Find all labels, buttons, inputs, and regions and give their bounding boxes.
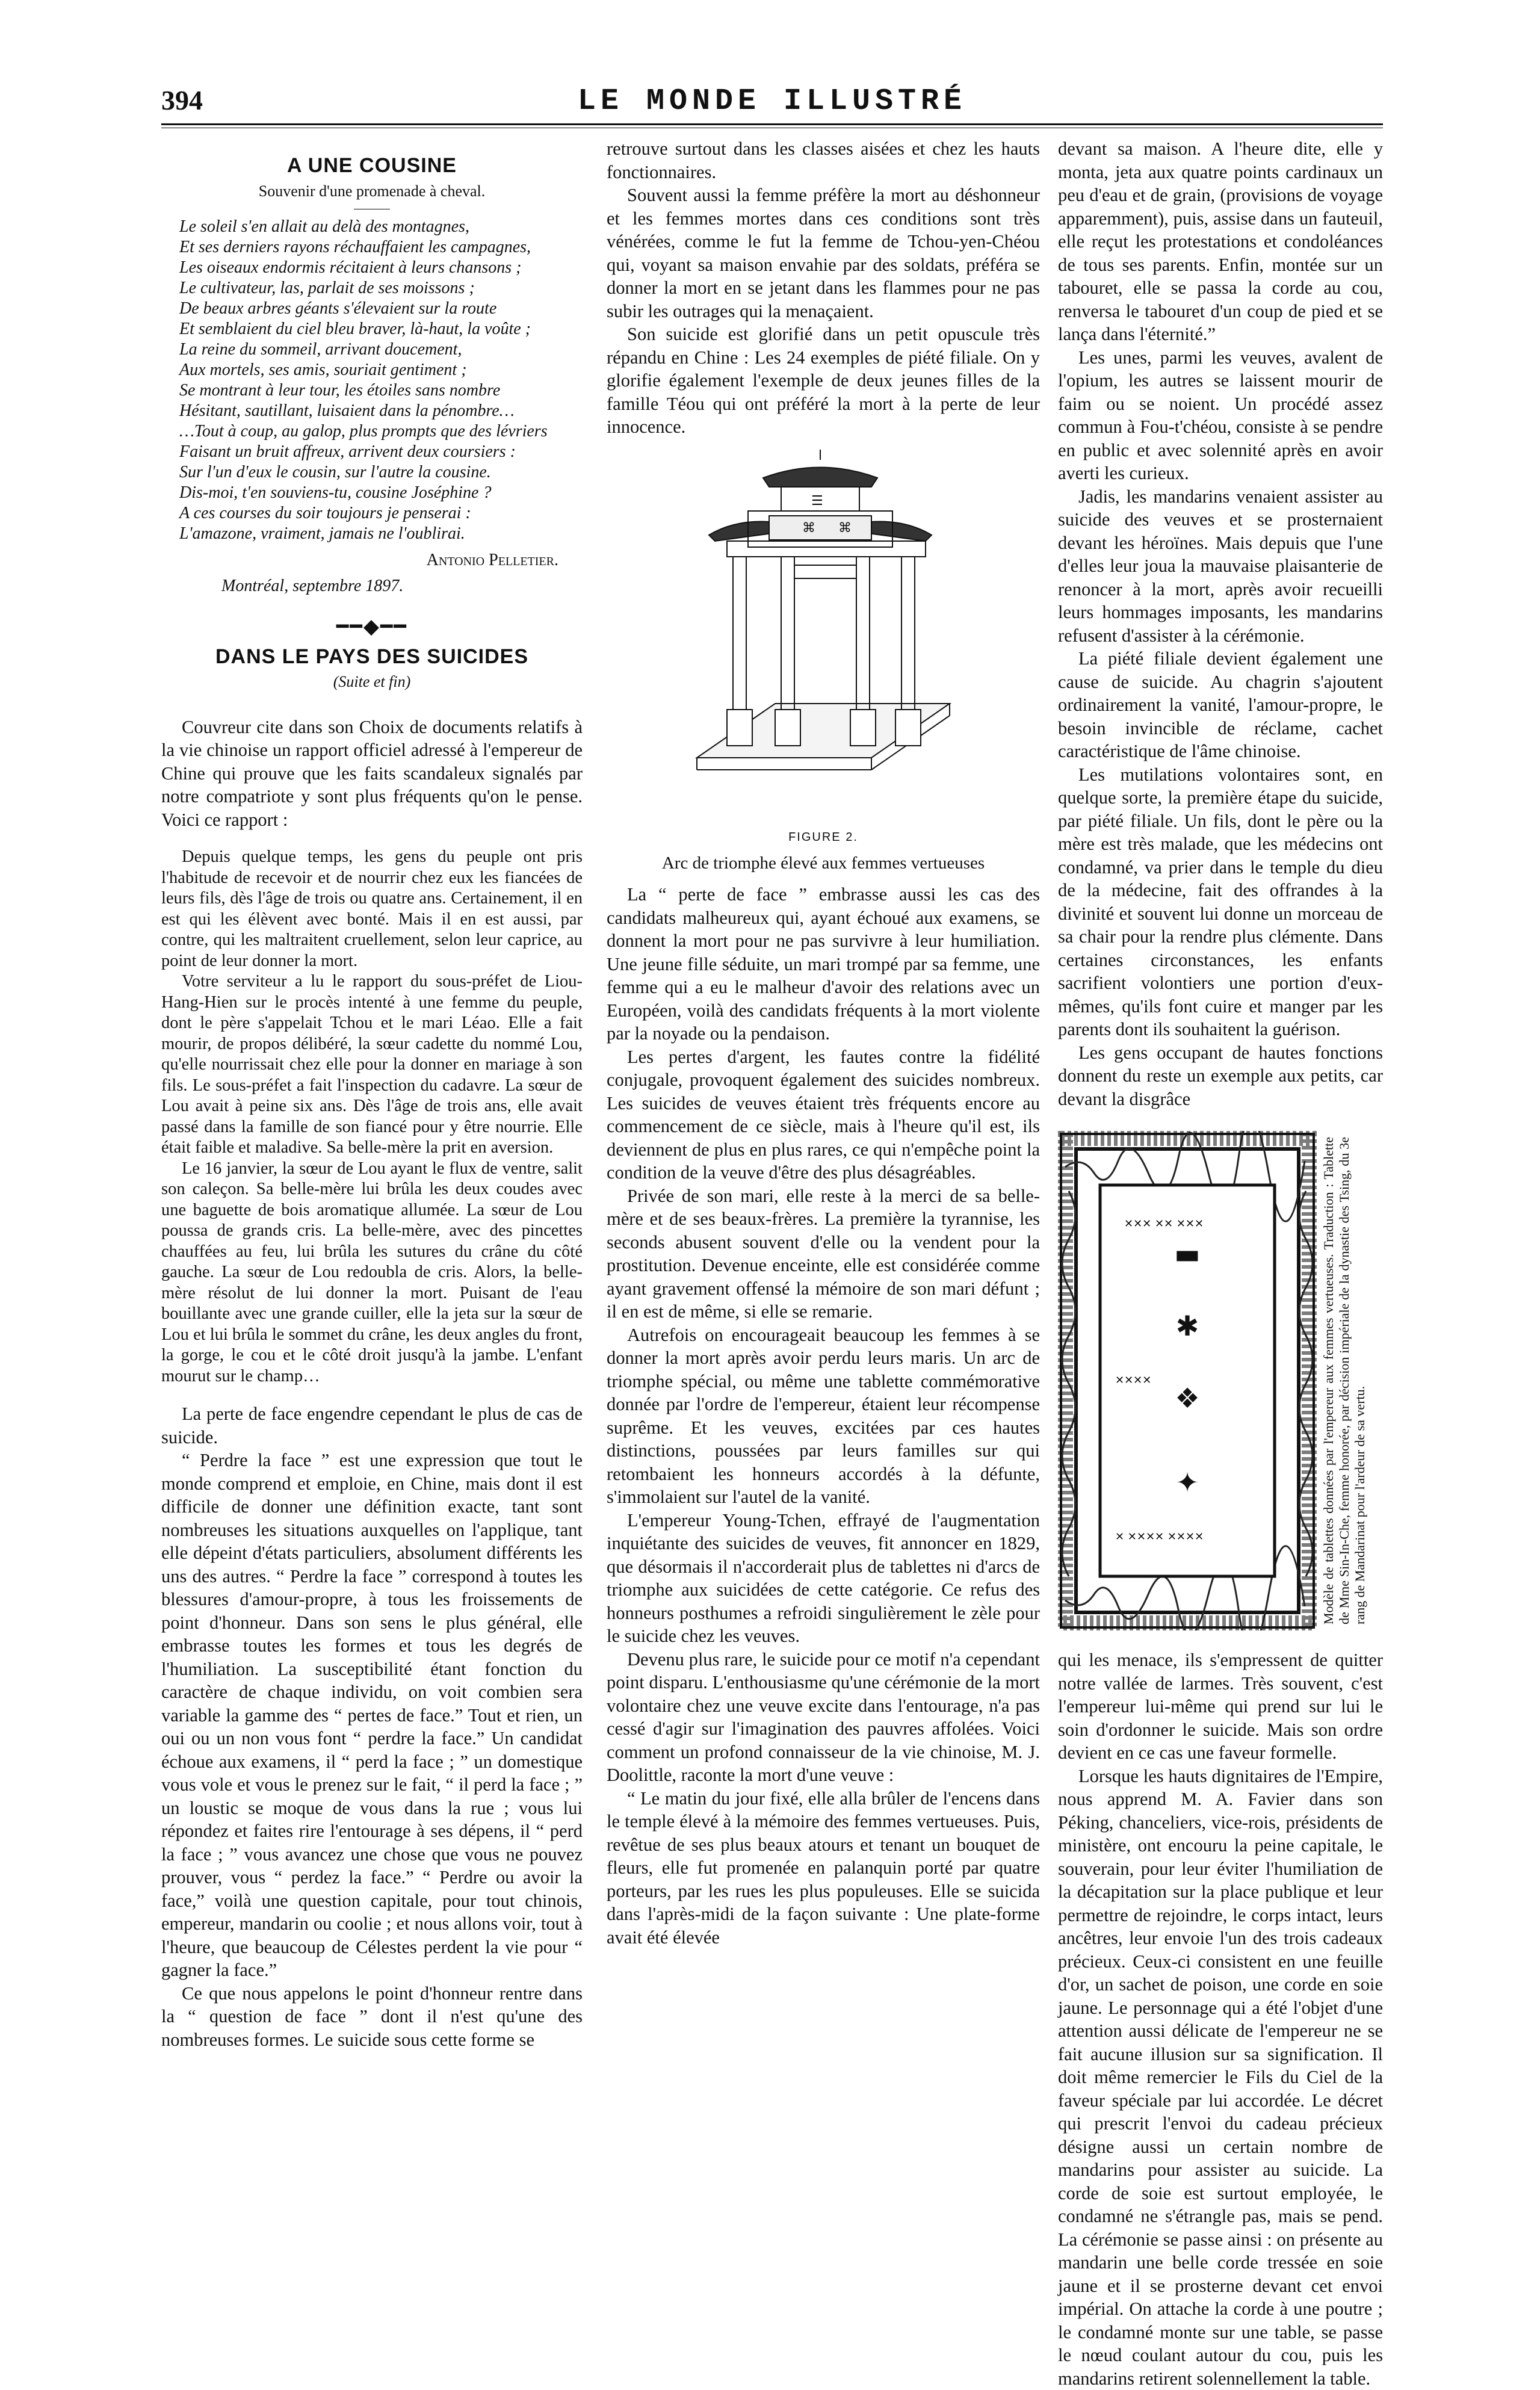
poem-line: Et ses derniers rayons réchauffaient les campagnes, [179,237,583,258]
poem-line: Le soleil s'en allait au delà des montagnes, [179,217,583,237]
poem-title: A UNE COUSINE [161,154,583,178]
poem-author: Antonio Pelletier. [161,549,558,572]
poem-line: Dis-moi, t'en souviens-tu, cousine Joséphine ? [179,483,583,503]
section-ornament: ━━◆━━ [161,616,583,639]
triumphal-arch-illustration [691,445,956,818]
poem-line: A ces courses du soir toujours je penserai : [179,503,583,524]
page-number: 394 [161,84,203,116]
paragraph: Les unes, parmi les veuves, avalent de l'opium, les autres se laissent mourir de faim ou se noient. Un procédé assez commun à Fou-t'chéou, consiste à se pendre en public et avec solennité après en avoir averti les curieux. [1058,346,1383,485]
article-subtitle: (Suite et fin) [161,670,583,694]
figure-label: FIGURE 2. [607,826,1040,849]
poem-line: L'amazone, vraiment, jamais ne l'oublirai. [179,524,583,544]
poem-lines [179,217,583,544]
paragraph: Devenu plus rare, le suicide pour ce motif n'a cependant point disparu. L'enthousiasme qu'une cérémonie de la mort volontaire chez une veuve excite dans l'entourage, n'a pas cessé d'agir sur l'imagination des pauvres affolées. Voici comment un profond connaisseur de la vie chinoise, M. J. Doolittle, raconte la mort d'une veuve : [607,1648,1040,1787]
svg-text:✦: ✦ [1176,1466,1199,1499]
paragraph: Son suicide est glorifié dans un petit opuscule très répandu en Chine : Les 24 exemples de piété filiale. On y glorifie également l'exemple de deux jeunes filles de la famille Téou qui ont préféré la mort à la perte de leur innocence. [607,323,1040,439]
svg-text:✕ ✕✕✕✕ ✕✕✕✕: ✕ ✕✕✕✕ ✕✕✕✕ [1115,1531,1204,1543]
paragraph: Lorsque les hauts dignitaires de l'Empire, nous apprend M. A. Favier dans son Péking, chanceliers, vice-rois, présidents de ministère, ont encouru la peine capitale, le souverain, pour leur éviter l'humiliation de la décapitation sur la place publique et leur permettre de rejoindre, le corps intact, leurs ancêtres, leur envoie l'un des trois cadeaux précieux. Ceux-ci consistent en une feuille d'or, un sachet de poison, une corde en soie jaune. Le personnage qui a été l'objet d'une attention aussi délicate de l'empereur ne se fait aucune illusion sur sa signification. Il doit même remercier le Fils du Ciel de la faveur spéciale par lui accordée. Le décret qui prescrit l'envoi du cadeau précieux désigne aussi un certain nombre de mandarins pour assister au suicide. La corde de soie est surtout employée, le condamné ne s'étrangle pas, mais se pend. La cérémonie se passe ainsi : on présente au mandarin une belle corde tressée en soie jaune et il se prosterne devant cet envoi impérial. On attache la corde à une poutre ; le condamné monte sur une table, se passe le nœud coulant autour du cou, puis les mandarins retirent solennellement la table. [1058,1765,1383,2390]
header-rule [161,123,1383,125]
paragraph: Privée de son mari, elle reste à la merci de sa belle-mère et de ses beaux-frères. La première la tyrannise, les seconds abusent souvent d'elle ou la vendent pour la prostitution. Devenue enceinte, elle est considérée comme ayant gravement offensé la mémoire de son mari défunt ; il en est de même, si elle se remarie. [607,1184,1040,1323]
poem-dateline: Montréal, septembre 1897. [221,575,583,598]
paragraph: Les pertes d'argent, les fautes contre la fidélité conjugale, provoquent également des suicides nombreux. Les suicides de veuves étaient très fréquents encore au commencement de ce siècle, mais à l'heure qu'il est, ils deviennent de plus en plus rares, ce qui n'empêche point la condition de la veuve d'être des plus désagréables. [607,1045,1040,1184]
journal-title: LE MONDE ILLUSTRÉ [161,84,1383,119]
quoted-paragraph: Le 16 janvier, la sœur de Lou ayant le flux de ventre, salit son caleçon. Sa belle-mère lui brûla les deux coudes avec une baguette de bois aromatique allumée. La sœur de Lou poussa de grands cris. La belle-mère, avec des pincettes chauffées au feu, lui brûla les sutures du crâne du côté gauche. La sœur de Lou redoubla de cris. Alors, la belle-mère résolut de lui donner la mort. Puisant de l'eau bouillante avec une grande cuiller, elle la jeta sur la sœur de Lou et lui brûla le sommet du crâne, les deux angles du front, la gorge, le cou et le côté droit jusqu'à la jambe. L'enfant mourut sur le champ… [161,1159,583,1387]
column-3 [1058,137,1383,2390]
paragraph: La perte de face engendre cependant le plus de cas de suicide. [161,1402,583,1449]
column-2 [607,137,1040,1949]
paragraph: L'empereur Young-Tchen, effrayé de l'augmentation inquiétante des suicides de veuves, fit annoncer en 1829, que désormais il n'accorderait plus de tablettes ni d'arcs de triomphe aux suicidées de cette catégorie. Ce refus des honneurs posthumes a refroidi singulièrement le zèle pour le suicide chez les veuves. [607,1509,1040,1648]
paragraph: “ Perdre la face ” est une expression que tout le monde comprend et emploie, en Chine, mais dont il est difficile de donner une définition exacte, tant sont nombreuses les situations auxquelles on l'applique, tant elle dépeint d'états particuliers, absolument différents les uns des autres. “ Perdre la face ” correspond à toutes les blessures d'amour-propre, à tous les froissements de point d'honneur. Dans son sens le plus général, elle embrasse toutes les formes et tous les degrés de l'humiliation. La susceptibilité étant fonction du caractère de chaque individu, on voit combien sera variable la gamme des “ pertes de face.” Tout et rien, un oui ou un non vous font “ perdre la face.” Un candidat échoue aux examens, il “ perd la face ; ” un domestique vous vole et vous le prenez sur le fait, “ il perd la face ; ” un loustic se moque de vous dans la rue ; vous lui répondez et faites rire l'entourage à ses dépens, il “ perd la face ; ” vous avancez une chose que vous ne pouvez prouver, vous “ perdez la face.” “ Perdre ou avoir la face,” voilà une question capitale, pour tout chinois, empereur, mandarin ou coolie ; et nous allons voir, tout à l'heure, que beaucoup de Célestes perdent la vie pour “ gagner la face.” [161,1449,583,1982]
tablet-caption [1321,1137,1378,1624]
svg-text:▬: ▬ [1174,1237,1200,1270]
article-title: DANS LE PAYS DES SUICIDES [161,645,583,669]
svg-text:❖: ❖ [1175,1382,1199,1414]
svg-text:✱: ✱ [1176,1310,1199,1342]
paragraph: Souvent aussi la femme préfère la mort au déshonneur et les femmes mortes dans ces conditions sont très vénérées, comme le fut la femme de Tchou-yen-Chéou qui, voyant sa maison envahie par des soldats, préféra se donner la mort en se jetant dans les flammes pour ne pas subir les outrages qui la menaçaient. [607,184,1040,323]
poem-subtitle: Souvenir d'une promenade à cheval. [161,180,583,203]
quoted-paragraph: Votre serviteur a lu le rapport du sous-préfet de Liou-Hang-Hien sur le procès intenté à une femme du peuple, dont le père s'appelait Tchou et le mari Léao. Elle a fait mourir, de propos délibéré, la sœur cadette du nommé Lou, qu'elle nourrissait chez elle pour la donner en mariage à son fils. Le sous-préfet a fait l'inspection du cadavre. La sœur de Lou avait à peine six ans. Dès l'âge de trois ans, elle avait passé dans la famille de son fiancé pour y être nourrie. Elle était faible et maladive. Sa belle-mère la prit en aversion. [161,971,583,1159]
paragraph: Ce que nous appelons le point d'honneur rentre dans la “ question de face ” dont il n'est qu'une des nombreuses formes. Le suicide sous cette forme se [161,1982,583,2052]
paragraph: La piété filiale devient également une cause de suicide. Au chagrin s'ajoutent ordinairement la vanité, l'amour-propre, le besoin invincible de réclame, cachet caractéristique de l'âme chinoise. [1058,647,1383,763]
figure-tablet [1058,1131,1383,1630]
paragraph: devant sa maison. A l'heure dite, elle y monta, jeta aux quatre points cardinaux un peu d'eau et de grain, (provisions de voyage apparemment), puis, assise dans un fauteuil, elle reçut les protestations et condoléances de tous ses parents. Enfin, montée sur un tabouret, elle se passa la corde au cou, renversa le tabouret d'un coup de pied et se lança dans l'éternité.” [1058,137,1383,346]
commemorative-tablet-illustration [1058,1131,1317,1630]
svg-text:☰: ☰ [811,494,823,509]
paragraph: qui les menace, ils s'empressent de quitter notre vallée de larmes. Très souvent, c'est l'empereur lui-même qui prend sur lui le soin d'ordonner le suicide. Mais son ordre devient en ce cas une faveur formelle. [1058,1649,1383,1765]
poem-line: De beaux arbres géants s'élevaient sur la route [179,299,583,319]
svg-text:✕✕✕✕: ✕✕✕✕ [1115,1374,1151,1387]
poem-line: Le cultivateur, las, parlait de ses moissons ; [179,278,583,299]
svg-text:⌘: ⌘ [802,521,815,536]
svg-text:✕✕✕ ✕✕ ✕✕✕: ✕✕✕ ✕✕ ✕✕✕ [1124,1218,1204,1230]
figure-caption: Arc de triomphe élevé aux femmes vertueuses [607,852,1040,875]
poem-line: Et semblaient du ciel bleu braver, là-haut, la voûte ; [179,319,583,339]
poem-line: Les oiseaux endormis récitaient à leurs chansons ; [179,258,583,278]
poem-line: Hésitant, sautillant, luisaient dans la pénombre… [179,401,583,421]
svg-text:⌘: ⌘ [838,521,852,536]
poem-line: …Tout à coup, au galop, plus prompts que des lévriers [179,421,583,442]
poem-line: Sur l'un d'eux le cousin, sur l'autre la cousine. [179,462,583,483]
paragraph: Couvreur cite dans son Choix de documents relatifs à la vie chinoise un rapport officiel adressé à l'empereur de Chine qui prouve que les faits scandaleux signalés par notre compatriote y sont plus fréquents qu'on le pense. Voici ce rapport : [161,716,583,832]
tablet-caption-text: Modèle de tablettes données par l'empereur aux femmes vertueuses. Traduction : Tablette de Mme Sin-In-Che, femme honorée, par décision impériale de la dynastie des Tsing, du 3e rang de Mandarinat pour l'ardeur de sa vertu. [1321,1137,1368,1624]
paragraph: “ Le matin du jour fixé, elle alla brûler de l'encens dans le temple élevé à la mémoire des femmes vertueuses. Puis, revêtue de ses plus beaux atours et tenant un bouquet de fleurs, elle fut promenée en palanquin porté par quatre porteurs, par les rues les plus populeuses. Elle se suicida dans l'après-midi de la façon suivante : Une plate-forme avait été élevée [607,1787,1040,1949]
poem-line: Faisant un bruit affreux, arrivent deux coursiers : [179,442,583,462]
figure-arch [607,445,1040,875]
paragraph: Jadis, les mandarins venaient assister au suicide des veuves et se prosternaient devant les héroïnes. Mais depuis que l'une d'elles leur joua la mauvaise plaisanterie de renoncer à la mort, après avoir recueilli leurs hommages imposants, les mandarins refusent d'assister à la cérémonie. [1058,485,1383,648]
paragraph: La “ perte de face ” embrasse aussi les cas des candidats malheureux qui, ayant échoué aux examens, se donnent la mort pour ne pas survivre à leur humiliation. Une jeune fille séduite, un mari trompé par sa femme, une femme qui a eu le malheur d'avoir des relations avec un Européen, voilà des candidats fréquents à la mort violente par la noyade ou la pendaison. [607,883,1040,1045]
poem-line: Se montrant à leur tour, les étoiles sans nombre [179,380,583,401]
column-1 [161,137,583,2051]
poem-line: Aux mortels, ses amis, souriait gentiment ; [179,360,583,380]
paragraph: Les gens occupant de hautes fonctions donnent du reste un exemple aux petits, car devant la disgrâce [1058,1041,1383,1111]
poem-line: La reine du sommeil, arrivant doucement, [179,339,583,360]
paragraph: Autrefois on encourageait beaucoup les femmes à se donner la mort après avoir perdu leurs maris. Un arc de triomphe spécial, ou même une tablette commémorative donnée par l'ordre de l'empereur, étaient leur récompense suprême. Et les veuves, excitées par ces hautes distinctions, poussées par leurs familles sur qui retombaient les honneurs accordés à la défunte, s'immolaient sur l'autel de la vanité. [607,1323,1040,1509]
quoted-paragraph: Depuis quelque temps, les gens du peuple ont pris l'habitude de recevoir et de nourrir chez eux les fiancées de leurs fils, dès l'âge de trois ou quatre ans. Certainement, il en est qui les élèvent avec bonté. Mais il en est aussi, par contre, qui les maltraitent cruellement, selon leur caprice, au point de leur donner la mort. [161,847,583,971]
paragraph: Les mutilations volontaires sont, en quelque sorte, la première étape du suicide, par piété filiale. Un fils, dont le père ou la mère est très malade, que les médecins ont condamné, va prier dans le temple du dieu de la médecine, fait des offrandes à la divinité et souvent lui donne un morceau de sa chair pour la rendre plus clémente. Dans certaines circonstances, les enfants sacrifient volontiers une portion d'eux-mêmes, qu'ils font cuire et manger par les parents dont ils souhaitent la guérison. [1058,763,1383,1041]
page-header [161,84,1383,120]
paragraph: retrouve surtout dans les classes aisées et chez les hauts fonctionnaires. [607,137,1040,184]
